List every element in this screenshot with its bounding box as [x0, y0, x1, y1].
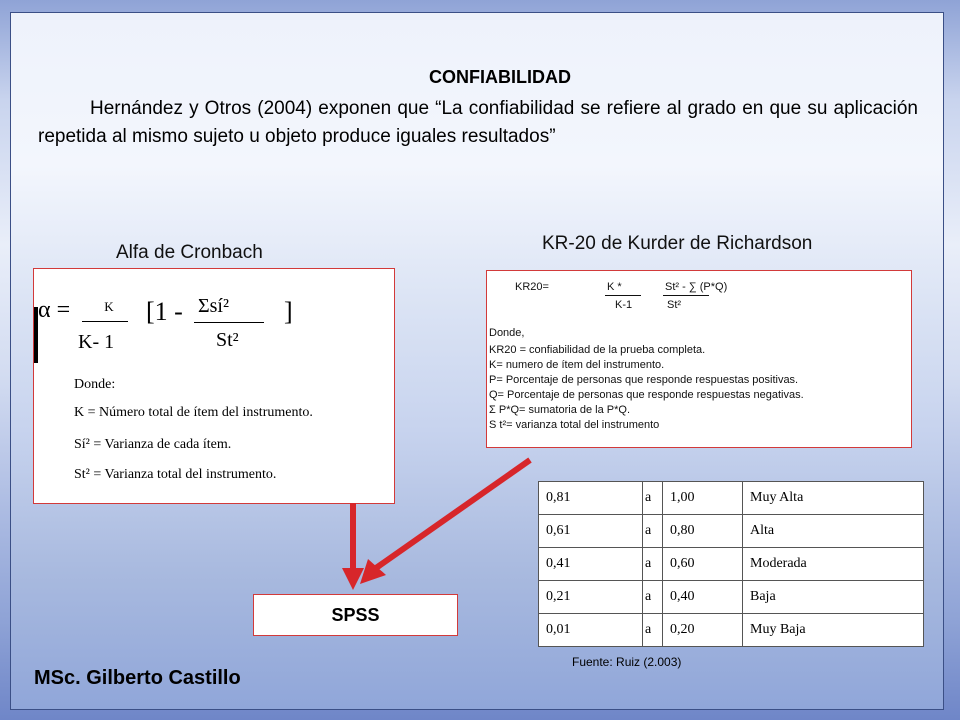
intro-paragraph: Hernández y Otros (2004) exponen que “La confiabilidad se refiere al grado en que su aplicación repetida al mismo sujeto u objeto produce iguales resultados”: [38, 98, 918, 147]
table-cell: Muy Alta: [743, 482, 924, 515]
alpha-symbol: α =: [38, 297, 71, 323]
reliability-scale-table: [538, 481, 924, 647]
sum-numerator: Σsí²: [198, 295, 229, 317]
cronbach-def-st: St² = Varianza total del instrumento.: [74, 467, 277, 482]
spss-box: SPSS: [253, 594, 458, 636]
table-cell: 0,21: [539, 581, 643, 614]
table-row: [539, 515, 924, 548]
table-cell: 1,00: [663, 482, 743, 515]
cronbach-def-k: K = Número total de ítem del instrumento.: [74, 405, 313, 420]
bracket-open: [1 -: [146, 297, 183, 326]
kr20-st-denominator: St²: [667, 299, 682, 311]
kr20-line: K= numero de ítem del instrumento.: [489, 359, 665, 371]
k-denominator: K- 1: [78, 331, 115, 353]
cronbach-heading: Alfa de Cronbach: [116, 242, 263, 263]
table-cell: a: [643, 614, 663, 647]
kr20-line: KR20 = confiabilidad de la prueba completa.: [489, 344, 706, 356]
table-cell: a: [643, 581, 663, 614]
table-cell: Baja: [743, 581, 924, 614]
table-cell: a: [643, 515, 663, 548]
diagonal-arrow-shaft: [376, 460, 530, 568]
table-row: [539, 482, 924, 515]
table-cell: a: [643, 548, 663, 581]
kr20-line: S t²= varianza total del instrumento: [489, 419, 660, 431]
cronbach-donde: Donde:: [74, 377, 116, 392]
table-cell: Moderada: [743, 548, 924, 581]
kr20-line: Σ P*Q= sumatoria de la P*Q.: [489, 404, 631, 416]
table-cell: 0,41: [539, 548, 643, 581]
down-arrow-head: [342, 568, 364, 590]
table-cell: 0,60: [663, 548, 743, 581]
kr20-donde: Donde,: [489, 327, 525, 339]
kr20-line: Q= Porcentaje de personas que responde respuestas negativas.: [489, 389, 804, 401]
table-cell: 0,80: [663, 515, 743, 548]
table-cell: 0,01: [539, 614, 643, 647]
table-row: [539, 614, 924, 647]
cronbach-def-si: Sí² = Varianza de cada ítem.: [74, 437, 232, 452]
kr20-k-numerator: K *: [607, 281, 622, 293]
kr20-k-denominator: K-1: [615, 299, 633, 311]
table-cell: Alta: [743, 515, 924, 548]
sum-denominator: St²: [216, 329, 239, 351]
table-cell: 0,61: [539, 515, 643, 548]
table-row: [539, 581, 924, 614]
kr20-st-numerator: St² - ∑ (P*Q): [665, 281, 728, 293]
table-cell: a: [643, 482, 663, 515]
table-cell: Muy Baja: [743, 614, 924, 647]
bracket-close: ]: [284, 297, 293, 326]
author-footer: MSc. Gilberto Castillo: [34, 667, 241, 689]
kr20-line: P= Porcentaje de personas que responde respuestas positivas.: [489, 374, 799, 386]
kr20-label: KR20=: [515, 281, 549, 293]
k-numerator: K: [104, 299, 114, 314]
table-row: [539, 548, 924, 581]
table-cell: 0,40: [663, 581, 743, 614]
kr20-heading: KR-20 de Kurder de Richardson: [542, 233, 813, 254]
table-cell: 0,20: [663, 614, 743, 647]
source-note: Fuente: Ruiz (2.003): [572, 655, 682, 669]
table-cell: 0,81: [539, 482, 643, 515]
slide-title: CONFIABILIDAD: [429, 67, 571, 87]
